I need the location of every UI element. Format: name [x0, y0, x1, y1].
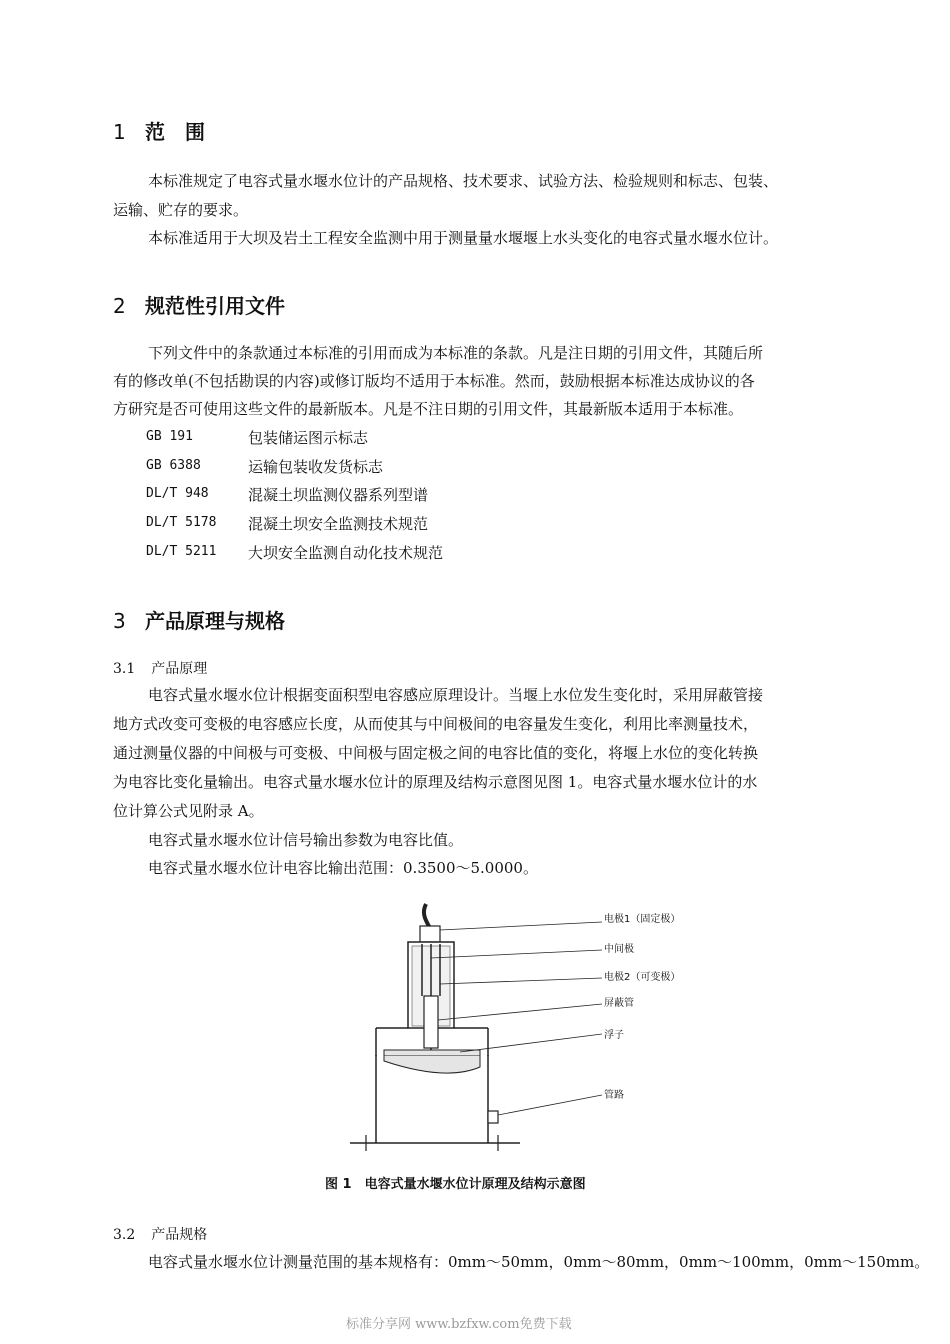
- label-electrode-1: 电极1（固定极）: [604, 914, 681, 925]
- reference-title: 运输包装收发货标志: [248, 458, 384, 476]
- label-shield-tube: 屏蔽管: [604, 998, 634, 1009]
- section-2-heading: [113, 290, 285, 319]
- leader-line: [440, 978, 602, 984]
- leader-line: [431, 950, 602, 958]
- reference-title: 混凝土坝安全监测技术规范: [248, 515, 429, 533]
- reference-code: GB 6388: [146, 458, 201, 473]
- subsection-number: 3.2: [113, 1227, 136, 1243]
- leader-line: [440, 922, 602, 930]
- gauge-structure-diagram: [340, 900, 640, 1060]
- paragraph: 电容式量水堰水位计测量范围的基本规格有：0mm～50mm，0mm～80mm，0mm～100mm，0mm～150mm。: [148, 1253, 930, 1271]
- section-number: 1: [113, 120, 126, 144]
- paragraph: 地方式改变可变极的电容感应长度，从而使其与中间极间的电容量发生变化，利用比率测量技术，: [113, 715, 759, 733]
- leader-line: [438, 1004, 602, 1020]
- paragraph: 本标准适用于大坝及岩土工程安全监测中用于测量量水堰堰上水头变化的电容式量水堰水位计。: [148, 229, 779, 247]
- subsection-title: 产品规格: [151, 1227, 208, 1243]
- paragraph: 电容式量水堰水位计电容比输出范围：0.3500～5.0000。: [148, 859, 538, 877]
- subsection-number: 3.1: [113, 661, 136, 677]
- reference-code: DL/T 5211: [146, 544, 217, 559]
- paragraph: 通过测量仪器的中间极与可变极、中间极与固定极之间的电容比值的变化，将堰上水位的变化转换: [113, 744, 759, 762]
- paragraph: 位计算公式见附录 A。: [113, 802, 264, 820]
- reference-code: DL/T 5178: [146, 515, 217, 530]
- reference-title: 混凝土坝监测仪器系列型谱: [248, 486, 429, 504]
- section-title: 范 围: [145, 120, 205, 144]
- section-3-heading: [113, 605, 285, 634]
- leader-line: [460, 1034, 602, 1052]
- section-1-heading: [113, 116, 205, 145]
- figure-caption: 图 1 电容式量水堰水位计原理及结构示意图: [325, 1177, 586, 1192]
- reference-code: GB 191: [146, 429, 193, 444]
- reference-title: 大坝安全监测自动化技术规范: [248, 544, 444, 562]
- leader-line: [498, 1095, 602, 1115]
- paragraph: 方研究是否可使用这些文件的最新版本。凡是不注日期的引用文件，其最新版本适用于本标准。: [113, 400, 744, 418]
- top-cap: [420, 926, 440, 942]
- subsection-3-1-heading: [113, 658, 207, 678]
- float-lower: [384, 1055, 480, 1073]
- paragraph: 运输、贮存的要求。: [113, 201, 249, 219]
- paragraph: 本标准规定了电容式量水堰水位计的产品规格、技术要求、试验方法、检验规则和标志、包装、: [148, 172, 779, 190]
- pipe: [488, 1111, 498, 1123]
- gauge-base-diagram: [340, 1055, 640, 1155]
- section-title: 产品原理与规格: [145, 609, 285, 633]
- label-float: 浮子: [604, 1030, 624, 1041]
- section-number: 3: [113, 609, 126, 633]
- footer-watermark: 标准分享网 www.bzfxw.com免费下载: [346, 1317, 572, 1332]
- paragraph: 下列文件中的条款通过本标准的引用而成为本标准的条款。凡是注日期的引用文件，其随后所: [148, 344, 764, 362]
- shield-tube: [424, 996, 438, 1048]
- cable: [424, 904, 430, 928]
- label-pipe: 管路: [604, 1090, 624, 1101]
- paragraph: 有的修改单(不包括勘误的内容)或修订版均不适用于本标准。然而，鼓励根据本标准达成协议的各: [113, 372, 755, 390]
- section-number: 2: [113, 294, 126, 318]
- label-electrode-2: 电极2（可变极）: [604, 972, 681, 983]
- subsection-title: 产品原理: [151, 661, 208, 677]
- subsection-3-2-heading: [113, 1224, 207, 1244]
- reference-code: DL/T 948: [146, 486, 209, 501]
- label-middle-electrode: 中间极: [604, 944, 634, 955]
- paragraph: 电容式量水堰水位计信号输出参数为电容比值。: [148, 831, 464, 849]
- paragraph: 电容式量水堰水位计根据变面积型电容感应原理设计。当堰上水位发生变化时，采用屏蔽管接: [148, 686, 764, 704]
- paragraph: 为电容比变化量输出。电容式量水堰水位计的原理及结构示意图见图 1。电容式量水堰水位计的水: [113, 773, 758, 791]
- reference-title: 包装储运图示标志: [248, 429, 369, 447]
- section-title: 规范性引用文件: [145, 294, 285, 318]
